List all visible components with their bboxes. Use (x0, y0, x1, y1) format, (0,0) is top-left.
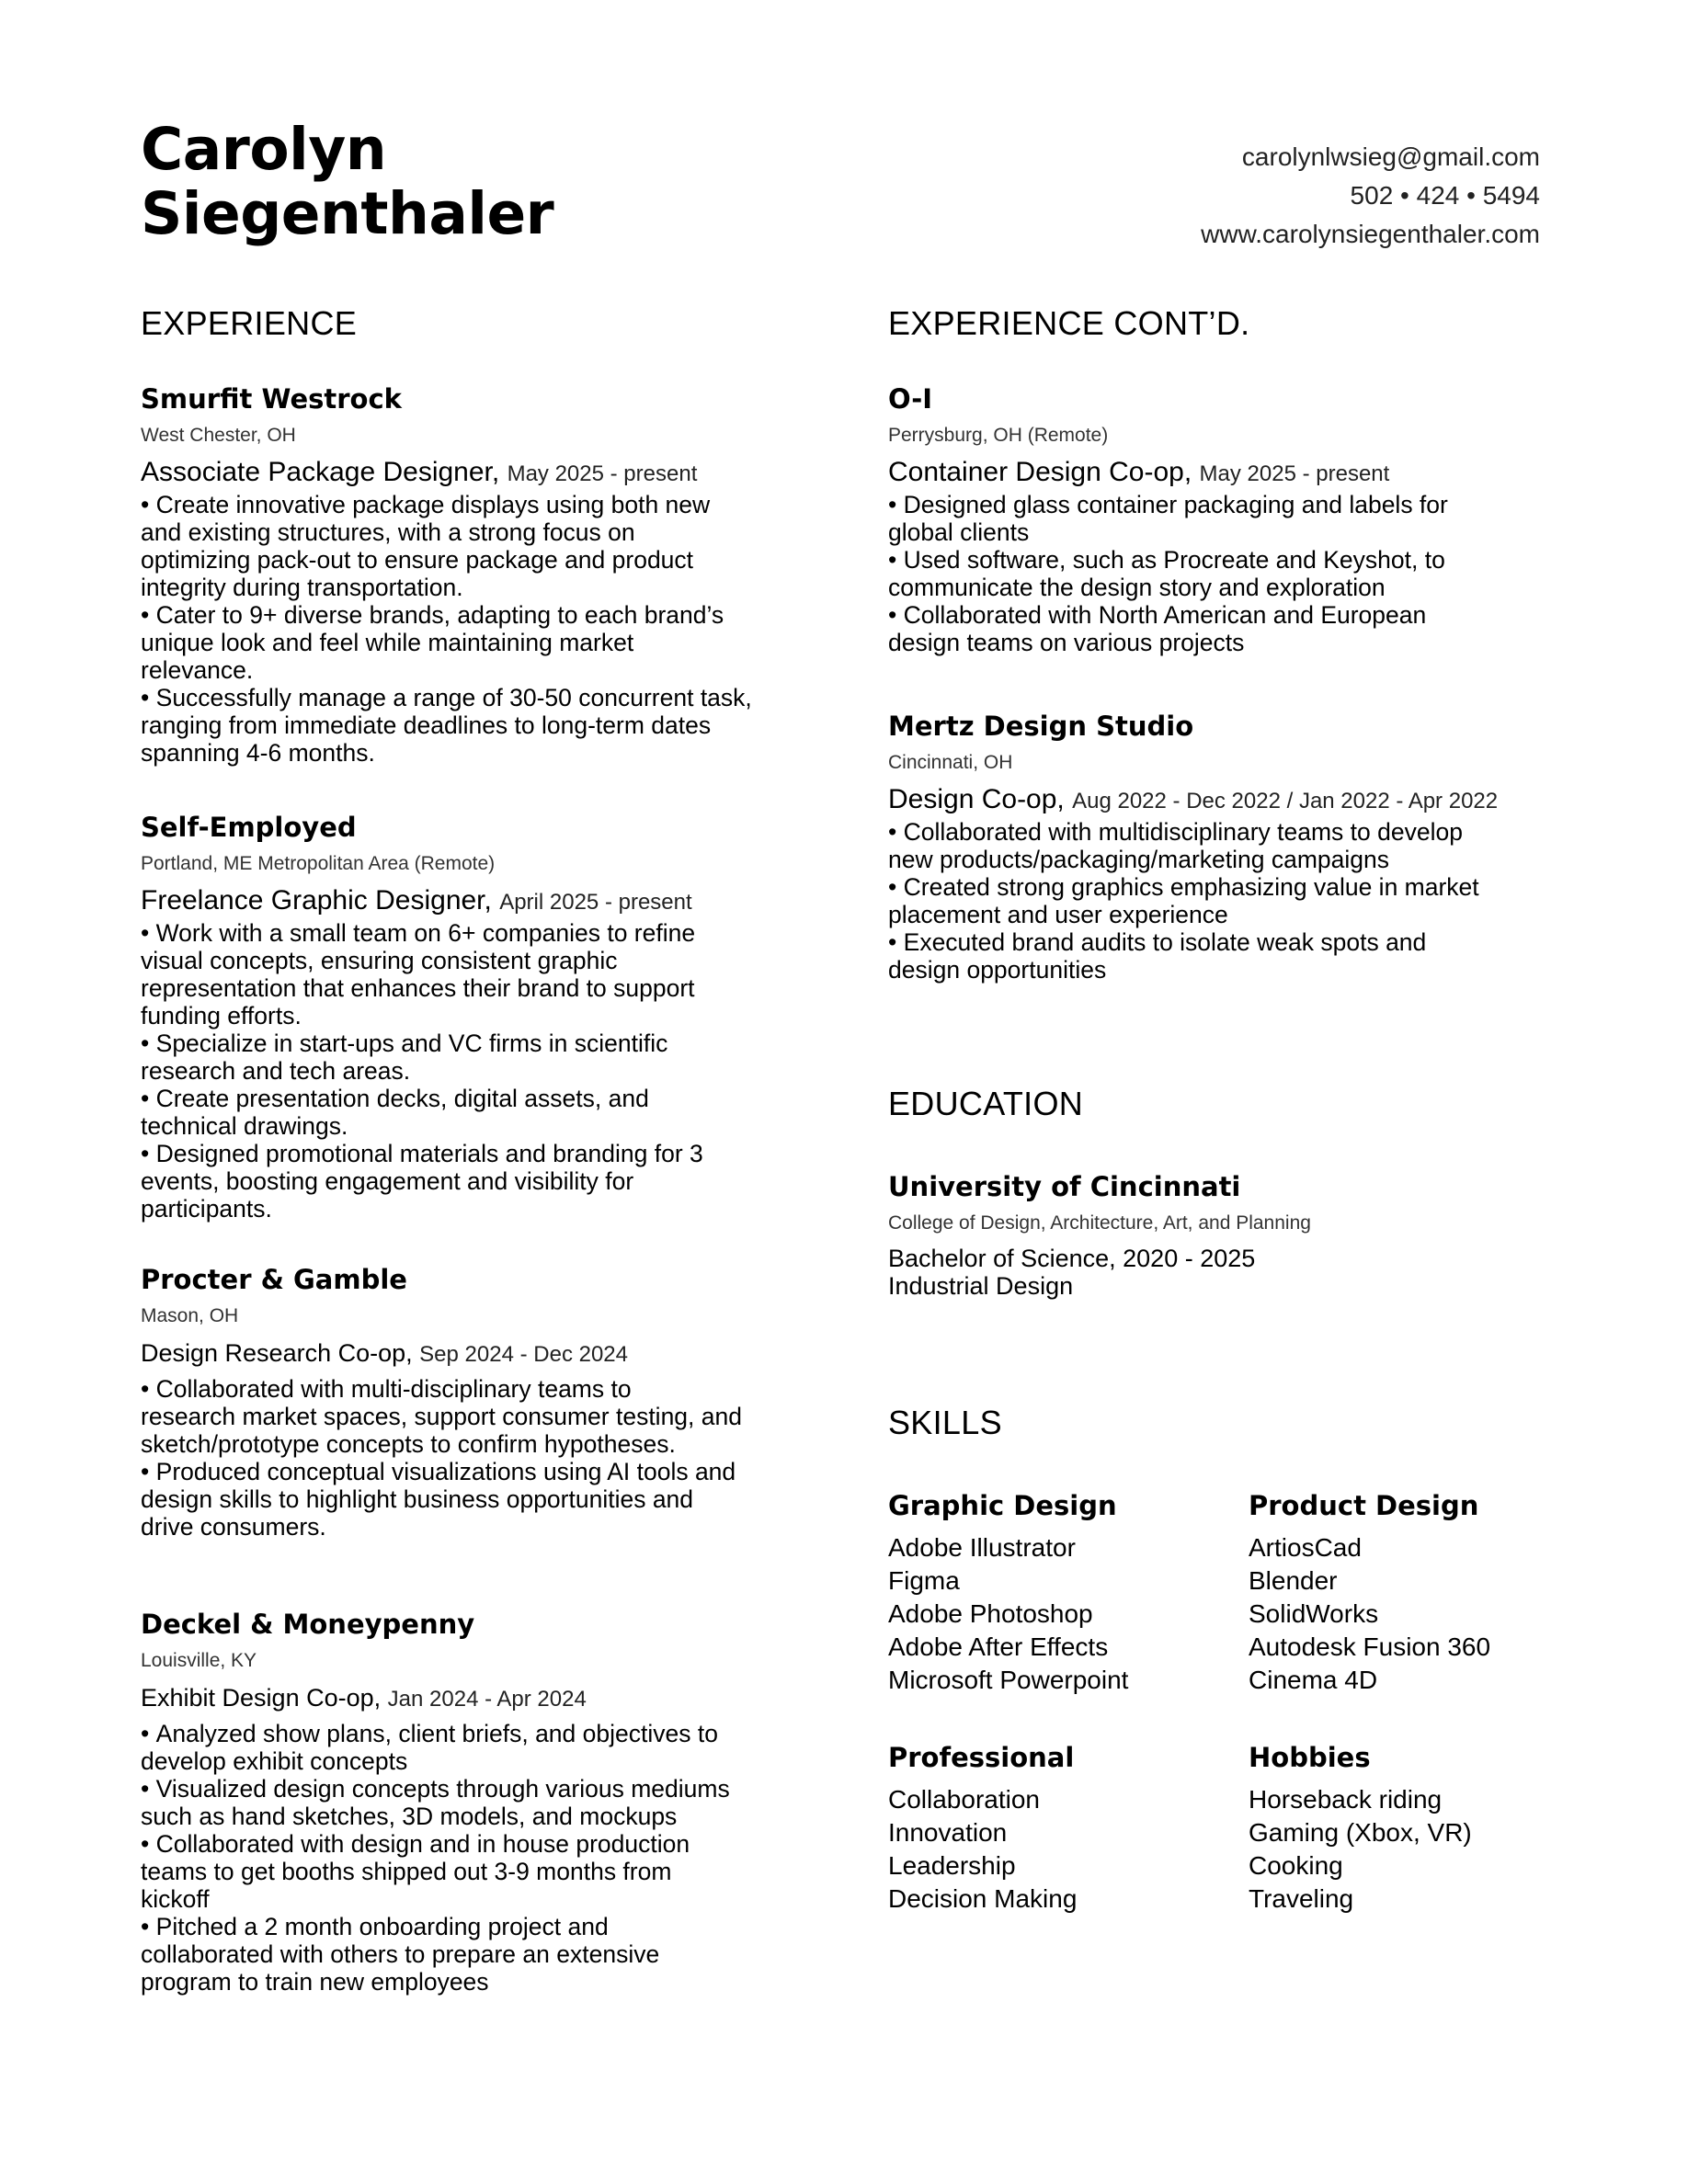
bullet-text: • Analyzed show plans, client briefs, and objectives to (141, 1720, 803, 1747)
skill-item: SolidWorks (1249, 1599, 1379, 1628)
skill-item: Leadership (888, 1851, 1016, 1880)
skills-group-graphic-design (888, 1489, 1219, 1697)
skills-list (888, 1783, 1219, 1916)
bullet-continuation: such as hand sketches, 3D models, and mockups (141, 1803, 678, 1830)
section-title-experience: EXPERIENCE (141, 304, 358, 342)
bullet-continuation: collaborated with others to prepare an extensive (141, 1940, 660, 1968)
job-dates: May 2025 - present (507, 461, 698, 486)
bullet-continuation: and existing structures, with a strong focus on (141, 518, 635, 546)
bullet-text: • Collaborated with multi-disciplinary teams to (141, 1375, 803, 1403)
role-line (888, 456, 1550, 491)
bullet-continuation: representation that enhances their brand to support (141, 974, 695, 1002)
skill-item: Traveling (1249, 1884, 1354, 1913)
bullet-continuation: develop exhibit concepts (141, 1747, 408, 1775)
bullet-text: • Work with a small team on 6+ companies to refine (141, 919, 803, 947)
job-dates: May 2025 - present (1199, 461, 1390, 486)
skills-group-product-design (1249, 1489, 1580, 1697)
bullet-text: • Used software, such as Procreate and Keyshot, to (888, 546, 1550, 574)
skill-item: Gaming (Xbox, VR) (1249, 1818, 1472, 1847)
bullet-continuation: research and tech areas. (141, 1057, 411, 1085)
education-entry (888, 1170, 1550, 1300)
skills-heading: Hobbies (1249, 1742, 1371, 1773)
bullet-continuation: design opportunities (888, 956, 1107, 984)
job-bullets (141, 1720, 803, 1996)
job-entry (141, 811, 803, 1223)
bullet-continuation: global clients (888, 518, 1030, 546)
bullet-continuation: participants. (141, 1195, 272, 1223)
role-line (141, 884, 803, 919)
skill-item: Decision Making (888, 1884, 1078, 1913)
job-role: Exhibit Design Co-op, (141, 1684, 382, 1712)
school-name: University of Cincinnati (888, 1171, 1241, 1202)
bullet-continuation: ranging from immediate deadlines to long-term dates (141, 711, 712, 739)
bullet-continuation: design teams on various projects (888, 629, 1245, 656)
job-location: Louisville, KY (141, 1650, 257, 1671)
skill-item: Cooking (1249, 1851, 1343, 1880)
bullet-text: • Create presentation decks, digital assets, and (141, 1085, 803, 1112)
job-bullets (141, 491, 803, 767)
skill-item: Adobe After Effects (888, 1632, 1109, 1661)
skills-heading: Professional (888, 1742, 1075, 1773)
company-name: Deckel & Moneypenny (141, 1609, 475, 1640)
skills-group-hobbies (1249, 1741, 1580, 1916)
bullet-continuation: visual concepts, ensuring consistent graphic (141, 947, 618, 974)
role-line (141, 1337, 803, 1371)
job-entry (141, 382, 803, 767)
role-line (141, 1681, 803, 1716)
job-role: Associate Package Designer, (141, 457, 500, 487)
job-entry (888, 710, 1550, 984)
bullet-continuation: teams to get booths shipped out 3-9 months from (141, 1858, 672, 1885)
bullet-continuation: design skills to highlight business opportunities and (141, 1485, 694, 1513)
job-entry (141, 1608, 803, 1996)
job-role: Container Design Co-op, (888, 457, 1192, 487)
section-title-experience-contd: EXPERIENCE CONT’D. (888, 304, 1250, 342)
bullet-continuation: unique look and feel while maintaining market (141, 629, 634, 656)
company-name: Smurfit Westrock (141, 383, 402, 415)
skill-item: Cinema 4D (1249, 1666, 1378, 1694)
company-name: O-I (888, 383, 933, 415)
bullet-text: • Visualized design concepts through various mediums (141, 1775, 803, 1803)
name-last: Siegenthaler (141, 180, 554, 247)
contact-block (1201, 138, 1540, 254)
role-line (141, 456, 803, 491)
skills-list (888, 1531, 1219, 1697)
job-bullets (141, 1375, 803, 1541)
company-name: Procter & Gamble (141, 1264, 407, 1295)
skills-heading: Graphic Design (888, 1490, 1117, 1521)
bullet-text: • Collaborated with design and in house production (141, 1830, 803, 1858)
job-location: Mason, OH (141, 1305, 239, 1326)
skill-item: Microsoft Powerpoint (888, 1666, 1129, 1694)
name-first: Carolyn (141, 116, 387, 183)
bullet-continuation: communicate the design story and exploration (888, 574, 1386, 601)
job-role: Freelance Graphic Designer, (141, 885, 492, 916)
major-line: Industrial Design (888, 1272, 1074, 1300)
bullet-text: • Collaborated with multidisciplinary teams to develop (888, 818, 1550, 846)
bullet-continuation: new products/packaging/marketing campaigns (888, 846, 1390, 873)
bullet-continuation: events, boosting engagement and visibility for (141, 1167, 634, 1195)
bullet-text: • Executed brand audits to isolate weak spots and (888, 928, 1550, 956)
applicant-name (141, 118, 553, 246)
bullet-continuation: placement and user experience (888, 901, 1228, 928)
bullet-continuation: program to train new employees (141, 1968, 489, 1996)
job-location: West Chester, OH (141, 425, 296, 446)
bullet-text: • Produced conceptual visualizations using AI tools and (141, 1458, 803, 1485)
skills-heading: Product Design (1249, 1490, 1479, 1521)
bullet-continuation: kickoff (141, 1885, 210, 1913)
bullet-continuation: relevance. (141, 656, 254, 684)
job-entry (888, 382, 1550, 656)
bullet-continuation: research market spaces, support consumer testing, and (141, 1403, 742, 1430)
job-location: Portland, ME Metropolitan Area (Remote) (141, 853, 496, 874)
bullet-continuation: integrity during transportation. (141, 574, 463, 601)
skill-item: Collaboration (888, 1785, 1040, 1814)
phone-number: 502 • 424 • 5494 (1350, 181, 1540, 210)
bullet-text: • Create innovative package displays using both new (141, 491, 803, 518)
bullet-text: • Designed glass container packaging and labels for (888, 491, 1550, 518)
job-location: Perrysburg, OH (Remote) (888, 425, 1109, 446)
bullet-text: • Collaborated with North American and European (888, 601, 1550, 629)
skill-item: Adobe Illustrator (888, 1533, 1076, 1562)
section-title-education: EDUCATION (888, 1085, 1084, 1122)
company-name: Mertz Design Studio (888, 711, 1194, 742)
job-dates: April 2025 - present (499, 890, 692, 915)
college-name: College of Design, Architecture, Art, and Planning (888, 1212, 1311, 1234)
bullet-text: • Successfully manage a range of 30-50 concurrent task, (141, 684, 803, 711)
company-name: Self-Employed (141, 812, 357, 843)
email-link[interactable]: carolynlwsieg@gmail.com (1241, 142, 1540, 171)
job-bullets (888, 491, 1550, 656)
job-bullets (888, 818, 1550, 984)
bullet-continuation: technical drawings. (141, 1112, 348, 1140)
bullet-continuation: sketch/prototype concepts to confirm hypotheses. (141, 1430, 676, 1458)
bullet-continuation: drive consumers. (141, 1513, 326, 1541)
website-link[interactable]: www.carolynsiegenthaler.com (1201, 220, 1540, 248)
skill-item: Autodesk Fusion 360 (1249, 1632, 1491, 1661)
job-dates: Aug 2022 - Dec 2022 / Jan 2022 - Apr 2022 (1072, 789, 1499, 813)
skills-list (1249, 1531, 1580, 1697)
bullet-continuation: spanning 4-6 months. (141, 739, 375, 767)
job-dates: Sep 2024 - Dec 2024 (419, 1342, 628, 1367)
bullet-text: • Created strong graphics emphasizing value in market (888, 873, 1550, 901)
bullet-text: • Designed promotional materials and branding for 3 (141, 1140, 803, 1167)
degree-line: Bachelor of Science, 2020 - 2025 (888, 1245, 1256, 1272)
bullet-text: • Cater to 9+ diverse brands, adapting to each brand’s (141, 601, 803, 629)
bullet-continuation: optimizing pack-out to ensure package and product (141, 546, 694, 574)
skill-item: Blender (1249, 1566, 1338, 1595)
job-role: Design Co-op, (888, 784, 1065, 814)
skill-item: ArtiosCad (1249, 1533, 1362, 1562)
skills-list (1249, 1783, 1580, 1916)
skills-group-professional (888, 1741, 1219, 1916)
skill-item: Figma (888, 1566, 960, 1595)
job-bullets (141, 919, 803, 1223)
job-entry (141, 1263, 803, 1541)
skill-item: Horseback riding (1249, 1785, 1443, 1814)
skill-item: Innovation (888, 1818, 1008, 1847)
section-title-skills: SKILLS (888, 1404, 1002, 1441)
job-dates: Jan 2024 - Apr 2024 (387, 1687, 587, 1712)
skill-item: Adobe Photoshop (888, 1599, 1093, 1628)
bullet-text: • Pitched a 2 month onboarding project and (141, 1913, 803, 1940)
bullet-text: • Specialize in start-ups and VC firms in scientific (141, 1029, 803, 1057)
job-role: Design Research Co-op, (141, 1339, 413, 1367)
role-line (888, 783, 1550, 818)
bullet-continuation: funding efforts. (141, 1002, 302, 1029)
job-location: Cincinnati, OH (888, 752, 1013, 773)
